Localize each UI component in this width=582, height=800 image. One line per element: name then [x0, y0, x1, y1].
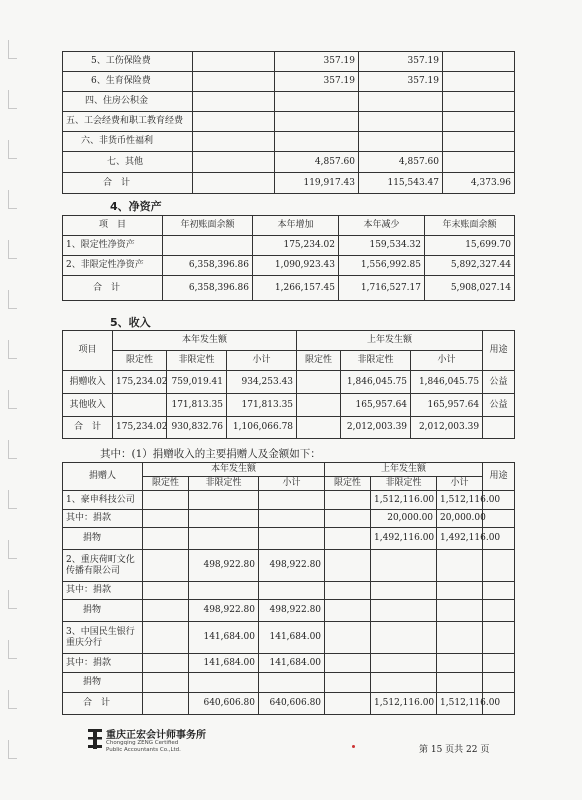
header-restricted: 限定性 — [297, 351, 341, 371]
header-increase: 本年增加 — [253, 216, 339, 236]
cell-value: 159,534.32 — [339, 236, 425, 256]
cell-value: 498,922.80 — [259, 550, 325, 582]
header-restricted: 限定性 — [143, 477, 189, 491]
row-label: 四、住房公积金 — [63, 92, 193, 112]
table-row — [63, 92, 515, 112]
cell-value: 165,957.64 — [411, 394, 483, 417]
cell-value — [259, 673, 325, 693]
cell-value — [193, 112, 275, 132]
cell-value — [325, 491, 371, 510]
table-row — [63, 654, 515, 673]
row-label: 3、中国民生银行重庆分行 — [63, 622, 143, 654]
cell-value — [259, 491, 325, 510]
table-row — [63, 417, 515, 439]
cell-value — [443, 52, 515, 72]
cell-value — [443, 152, 515, 173]
row-label: 五、工会经费和职工教育经费 — [63, 112, 193, 132]
cell-use — [483, 417, 515, 439]
cell-value: 1,716,527.17 — [339, 276, 425, 301]
cell-value — [359, 112, 443, 132]
header-current-year: 本年发生额 — [113, 331, 297, 351]
row-label: 合 计 — [63, 173, 193, 194]
table-row — [63, 673, 515, 693]
cell-value — [371, 622, 437, 654]
cell-value: 175,234.02 — [113, 417, 167, 439]
table-row — [63, 152, 515, 173]
cell-value — [189, 673, 259, 693]
cell-use — [483, 582, 515, 600]
cell-value — [437, 654, 483, 673]
table-row — [63, 173, 515, 194]
cell-value: 20,000.00 — [437, 510, 483, 528]
header-closing: 年末账面余额 — [425, 216, 515, 236]
cell-value — [189, 510, 259, 528]
cell-value — [143, 528, 189, 550]
cell-value — [259, 582, 325, 600]
firm-name: 重庆正宏会计师事务所 — [106, 730, 206, 741]
cell-value: 141,684.00 — [259, 622, 325, 654]
cell-value: 2,012,003.39 — [341, 417, 411, 439]
cell-value — [443, 112, 515, 132]
cell-value — [143, 582, 189, 600]
firm-english-name: Chongqing ZENG Certified Public Accountants Co.,Ltd. — [106, 740, 181, 753]
cell-value — [437, 622, 483, 654]
cell-value — [143, 550, 189, 582]
cell-value: 934,253.43 — [227, 371, 297, 394]
table-row — [63, 693, 515, 715]
cell-value — [143, 510, 189, 528]
row-label: 捐物 — [63, 673, 143, 693]
table-row — [63, 72, 515, 92]
header-restricted: 限定性 — [113, 351, 167, 371]
cell-value: 357.19 — [359, 72, 443, 92]
row-label: 其他收入 — [63, 394, 113, 417]
donor-note: 其中：(1）捐赠收入的主要捐赠人及金额如下： — [100, 448, 321, 460]
row-label: 5、工伤保险费 — [63, 52, 193, 72]
row-label: 合 计 — [63, 276, 163, 301]
header-use: 用途 — [483, 331, 515, 371]
cell-value: 5,892,327.44 — [425, 256, 515, 276]
cell-value — [275, 132, 359, 152]
cell-value — [297, 371, 341, 394]
table-row — [63, 582, 515, 600]
cell-value — [371, 673, 437, 693]
cell-use: 公益 — [483, 371, 515, 394]
cell-value — [437, 673, 483, 693]
cell-value: 1,512,116.00 — [437, 491, 483, 510]
cell-value — [143, 693, 189, 715]
cell-value — [143, 654, 189, 673]
cell-value: 640,606.80 — [259, 693, 325, 715]
cell-value — [143, 491, 189, 510]
cell-value — [297, 394, 341, 417]
cell-use — [483, 510, 515, 528]
cell-value — [371, 550, 437, 582]
cell-use — [483, 550, 515, 582]
header-subtotal: 小计 — [411, 351, 483, 371]
cell-value: 5,908,027.14 — [425, 276, 515, 301]
cell-value — [325, 600, 371, 622]
table-row — [63, 510, 515, 528]
cell-value: 1,492,116.00 — [371, 528, 437, 550]
header-current-year: 本年发生额 — [143, 463, 325, 477]
cell-value — [113, 394, 167, 417]
header-donor: 捐赠人 — [63, 463, 143, 491]
section-4-title: 4、净资产 — [110, 200, 162, 213]
cell-value: 357.19 — [359, 52, 443, 72]
cell-value — [359, 132, 443, 152]
cell-value: 498,922.80 — [259, 600, 325, 622]
cell-value — [443, 132, 515, 152]
cell-value: 1,106,066.78 — [227, 417, 297, 439]
cell-value — [189, 491, 259, 510]
net-assets-table — [62, 215, 515, 301]
cell-value — [259, 528, 325, 550]
cell-value — [189, 582, 259, 600]
row-label: 捐赠收入 — [63, 371, 113, 394]
cell-value — [193, 173, 275, 194]
row-label: 捐物 — [63, 600, 143, 622]
cell-value: 141,684.00 — [259, 654, 325, 673]
row-label: 捐物 — [63, 528, 143, 550]
header-item: 项目 — [63, 331, 113, 371]
cell-value: 1,512,116.00 — [371, 491, 437, 510]
cell-value — [297, 417, 341, 439]
cell-value — [443, 72, 515, 92]
cell-value — [325, 693, 371, 715]
cell-value: 498,922.80 — [189, 600, 259, 622]
header-subtotal: 小计 — [259, 477, 325, 491]
cell-value — [359, 92, 443, 112]
cell-value: 2,012,003.39 — [411, 417, 483, 439]
cell-value — [325, 510, 371, 528]
header-item: 项 目 — [63, 216, 163, 236]
cell-value — [189, 528, 259, 550]
header-opening: 年初账面余额 — [163, 216, 253, 236]
cell-value — [437, 600, 483, 622]
header-prior-year: 上年发生额 — [297, 331, 483, 351]
cell-value: 6,358,396.86 — [163, 256, 253, 276]
cell-value — [325, 673, 371, 693]
row-label: 合 计 — [63, 693, 143, 715]
table-row — [63, 528, 515, 550]
cell-value: 141,684.00 — [189, 622, 259, 654]
header-prior-year: 上年发生额 — [325, 463, 483, 477]
table-row — [63, 112, 515, 132]
cell-value: 1,846,045.75 — [341, 371, 411, 394]
header-unrestricted: 非限定性 — [189, 477, 259, 491]
cell-value: 4,373.96 — [443, 173, 515, 194]
section-5-title: 5、收入 — [110, 316, 151, 329]
cell-value — [163, 236, 253, 256]
row-label: 1、限定性净资产 — [63, 236, 163, 256]
cell-value — [325, 528, 371, 550]
row-label: 6、生育保险费 — [63, 72, 193, 92]
table-row — [63, 52, 515, 72]
cell-value — [371, 582, 437, 600]
cell-value: 119,917.43 — [275, 173, 359, 194]
salary-table — [62, 51, 515, 194]
cell-value: 930,832.76 — [167, 417, 227, 439]
header-unrestricted: 非限定性 — [341, 351, 411, 371]
header-subtotal: 小计 — [227, 351, 297, 371]
row-label: 2、非限定性净资产 — [63, 256, 163, 276]
cell-value: 1,266,157.45 — [253, 276, 339, 301]
cell-use — [483, 654, 515, 673]
cell-value: 171,813.35 — [167, 394, 227, 417]
row-label: 1、豪申科技公司 — [63, 491, 143, 510]
cell-value — [193, 132, 275, 152]
cell-value: 175,234.02 — [253, 236, 339, 256]
row-label: 2、重庆荷町文化传播有限公司 — [63, 550, 143, 582]
cell-value — [325, 550, 371, 582]
cell-value: 1,846,045.75 — [411, 371, 483, 394]
cell-value — [193, 92, 275, 112]
cell-value: 1,090,923.43 — [253, 256, 339, 276]
table-row — [63, 236, 515, 256]
table-row — [63, 256, 515, 276]
cell-value: 640,606.80 — [189, 693, 259, 715]
donor-table — [62, 462, 515, 715]
cell-value — [143, 673, 189, 693]
table-row — [63, 276, 515, 301]
table-row — [63, 550, 515, 582]
header-unrestricted: 非限定性 — [167, 351, 227, 371]
cell-value — [325, 622, 371, 654]
cell-value — [143, 600, 189, 622]
income-table — [62, 330, 515, 439]
cell-value — [275, 92, 359, 112]
cell-value — [371, 654, 437, 673]
cell-value: 1,512,116.00 — [371, 693, 437, 715]
row-label: 七、其他 — [63, 152, 193, 173]
cell-use — [483, 673, 515, 693]
cell-value — [443, 92, 515, 112]
cell-value — [437, 550, 483, 582]
cell-value — [193, 72, 275, 92]
cell-use — [483, 622, 515, 654]
table-row — [63, 491, 515, 510]
cell-value: 20,000.00 — [371, 510, 437, 528]
cell-value: 1,492,116.00 — [437, 528, 483, 550]
cell-value: 1,556,992.85 — [339, 256, 425, 276]
cell-value — [325, 654, 371, 673]
cell-value: 141,684.00 — [189, 654, 259, 673]
cell-value — [275, 112, 359, 132]
cell-value: 498,922.80 — [189, 550, 259, 582]
cell-value — [437, 582, 483, 600]
cell-value — [371, 600, 437, 622]
header-subtotal: 小计 — [437, 477, 483, 491]
cell-value: 759,019.41 — [167, 371, 227, 394]
cell-value: 115,543.47 — [359, 173, 443, 194]
cell-value — [143, 622, 189, 654]
cell-value: 4,857.60 — [359, 152, 443, 173]
cell-value: 171,813.35 — [227, 394, 297, 417]
header-unrestricted: 非限定性 — [371, 477, 437, 491]
cell-value — [259, 510, 325, 528]
cell-value: 1,512,116.00 — [437, 693, 483, 715]
row-label: 六、非货币性福利 — [63, 132, 193, 152]
cell-value: 6,358,396.86 — [163, 276, 253, 301]
cell-use: 公益 — [483, 394, 515, 417]
table-row — [63, 371, 515, 394]
header-use: 用途 — [483, 463, 515, 491]
cell-value: 15,699.70 — [425, 236, 515, 256]
table-row — [63, 600, 515, 622]
header-decrease: 本年减少 — [339, 216, 425, 236]
row-label: 合 计 — [63, 417, 113, 439]
firm-logo-icon — [88, 727, 102, 749]
cell-value — [193, 152, 275, 173]
cell-value: 4,857.60 — [275, 152, 359, 173]
row-label: 其中：捐款 — [63, 510, 143, 528]
table-row — [63, 132, 515, 152]
cell-value: 357.19 — [275, 52, 359, 72]
row-label: 其中：捐款 — [63, 582, 143, 600]
cell-use — [483, 600, 515, 622]
row-label: 其中：捐款 — [63, 654, 143, 673]
table-row — [63, 622, 515, 654]
cell-value: 357.19 — [275, 72, 359, 92]
table-row — [63, 394, 515, 417]
cell-value: 175,234.02 — [113, 371, 167, 394]
binding-margin — [6, 0, 20, 800]
cell-value — [193, 52, 275, 72]
cell-value — [325, 582, 371, 600]
red-dot-mark — [352, 745, 355, 748]
header-restricted: 限定性 — [325, 477, 371, 491]
page-number: 第 15 页共 22 页 — [419, 745, 490, 755]
cell-value: 165,957.64 — [341, 394, 411, 417]
